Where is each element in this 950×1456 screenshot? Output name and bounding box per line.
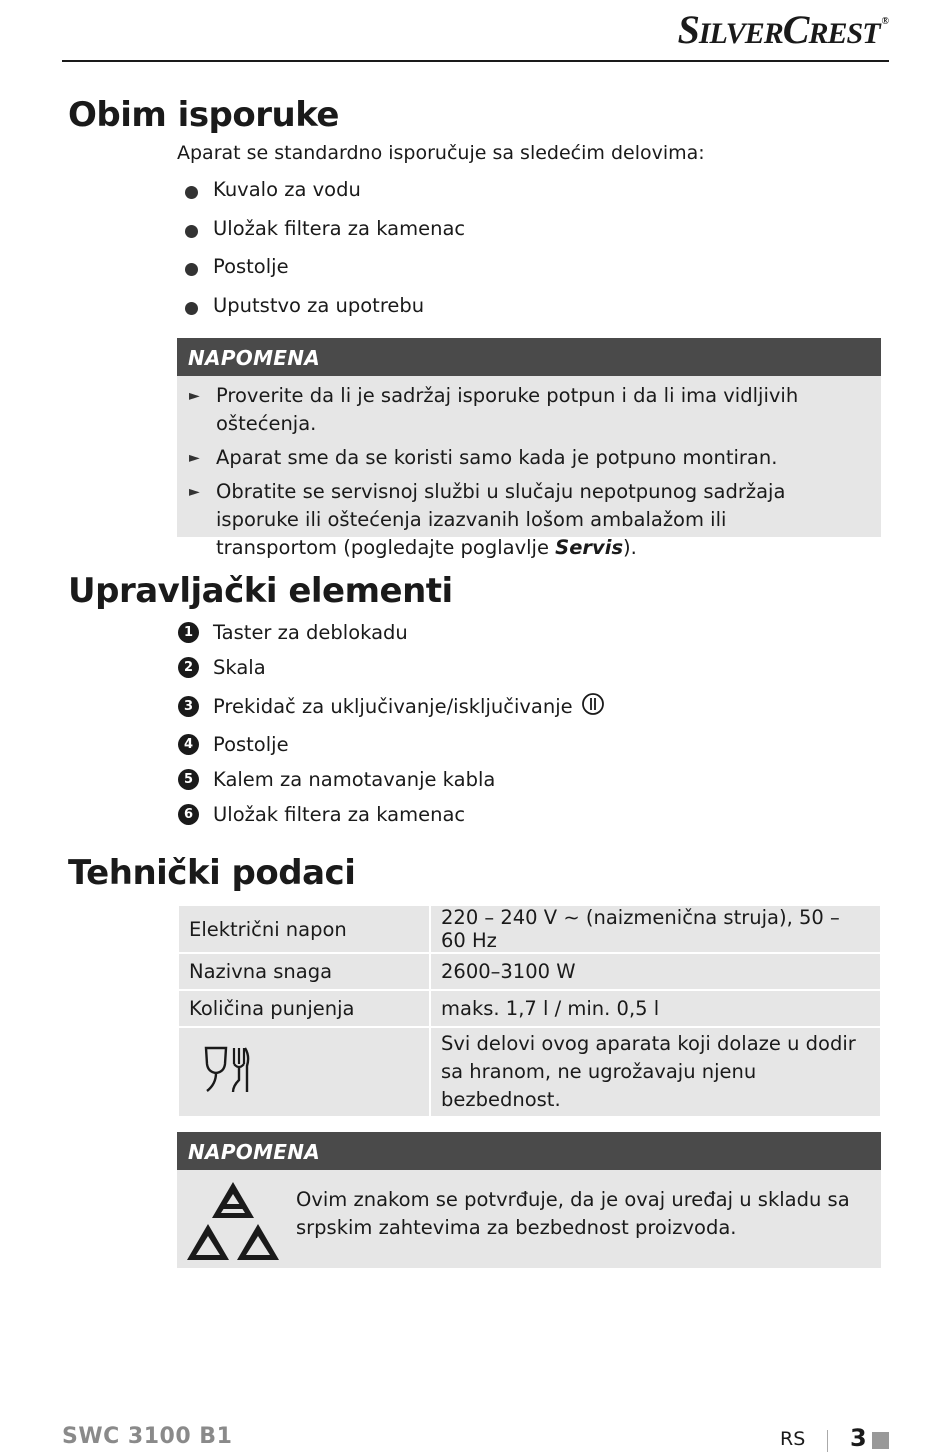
- table-cell-value: 220 – 240 V ∼ (naizmenična struja), 50 – 60 Hz: [431, 906, 880, 952]
- power-symbol-icon: [581, 692, 605, 721]
- number-badge-icon: 1: [178, 622, 199, 643]
- list-item: Postolje: [185, 255, 465, 294]
- list-item: 1 Taster za deblokadu: [178, 615, 605, 650]
- table-cell-key: Količina punjenja: [179, 991, 429, 1026]
- list-item: 4 Postolje: [178, 727, 605, 762]
- section-title-delivery: Obim isporuke: [68, 95, 339, 135]
- header-rule: [62, 60, 889, 62]
- note-list: [177, 376, 881, 574]
- list-item: Uložak filtera za kamenac: [185, 217, 465, 256]
- page-marker-square-icon: [872, 1432, 889, 1449]
- table-cell-key: Električni napon: [179, 906, 429, 952]
- table-cell-value: 2600–3100 W: [431, 954, 880, 989]
- list-item: Uputstvo za upotrebu: [185, 294, 465, 333]
- table-row: [179, 954, 880, 989]
- controls-list: [178, 615, 605, 832]
- table-cell-value: Svi delovi ovog aparata koji dolaze u dodir sa hranom, ne ugrožavaju njenu bezbednost.: [431, 1028, 880, 1116]
- number-badge-icon: 5: [178, 769, 199, 790]
- table-cell-key: [179, 1028, 429, 1116]
- conformity-text: Ovim znakom se potvrđuje, da je ovaj uređaj u skladu sa srpskim zahtevima za bezbednost proizvoda.: [296, 1188, 850, 1239]
- silvercrest-logo: [678, 6, 888, 53]
- bullet-icon: [185, 186, 198, 199]
- note-box-conformity: [177, 1132, 881, 1268]
- list-item: 2 Skala: [178, 650, 605, 685]
- page-number: 3: [850, 1424, 867, 1452]
- list-item: 3 Prekidač za uključivanje/isključivanje: [178, 685, 605, 727]
- serbian-conformity-icon: [186, 1180, 282, 1268]
- logo-silver: SILVER: [677, 7, 783, 52]
- footer-language: RS: [780, 1428, 806, 1450]
- logo-registered: ®: [881, 16, 888, 27]
- delivery-list: [185, 178, 465, 332]
- food-safe-icon: [203, 1044, 251, 1101]
- list-item: Kuvalo za vodu: [185, 178, 465, 217]
- table-row: [179, 1028, 880, 1116]
- footer-divider: [827, 1430, 828, 1452]
- note-box-delivery: [177, 338, 881, 559]
- triangle-arrow-icon: ►: [189, 450, 200, 466]
- delivery-intro: Aparat se standardno isporučuje sa sledećim delovima:: [177, 142, 705, 164]
- note-header: NAPOMENA: [177, 338, 881, 376]
- number-badge-icon: 4: [178, 734, 199, 755]
- list-item: 5 Kalem za namotavanje kabla: [178, 762, 605, 797]
- number-badge-icon: 3: [178, 696, 199, 717]
- section-title-technical-data: Tehnički podaci: [68, 853, 356, 893]
- table-row: [179, 991, 880, 1026]
- servis-chapter-ref: Servis: [555, 536, 624, 559]
- bullet-icon: [185, 225, 198, 238]
- section-title-controls: Upravljački elementi: [68, 571, 453, 611]
- technical-data-table: [177, 904, 882, 1118]
- table-cell-value: maks. 1,7 l / min. 0,5 l: [431, 991, 880, 1026]
- table-cell-key: Nazivna snaga: [179, 954, 429, 989]
- bullet-icon: [185, 263, 198, 276]
- note-item: ► Aparat sme da se koristi samo kada je potpuno montiran.: [177, 444, 881, 472]
- number-badge-icon: 2: [178, 657, 199, 678]
- bullet-icon: [185, 302, 198, 315]
- logo-crest: CREST: [782, 7, 880, 52]
- footer-model: SWC 3100 B1: [62, 1424, 233, 1449]
- number-badge-icon: 6: [178, 804, 199, 825]
- triangle-arrow-icon: ►: [189, 388, 200, 404]
- triangle-arrow-icon: ►: [189, 484, 200, 500]
- list-item: 6 Uložak filtera za kamenac: [178, 797, 605, 832]
- note-header: NAPOMENA: [177, 1132, 881, 1170]
- table-row: [179, 906, 880, 952]
- note-item: ► Obratite se servisnoj službi u slučaju nepotpunog sadržaja isporuke ili oštećenja izazvanih lošom ambalažom ili transportom (pogledajte poglavlje Servis).: [177, 478, 881, 562]
- note-item: ► Proverite da li je sadržaj isporuke potpun i da li ima vidljivih oštećenja.: [177, 382, 881, 438]
